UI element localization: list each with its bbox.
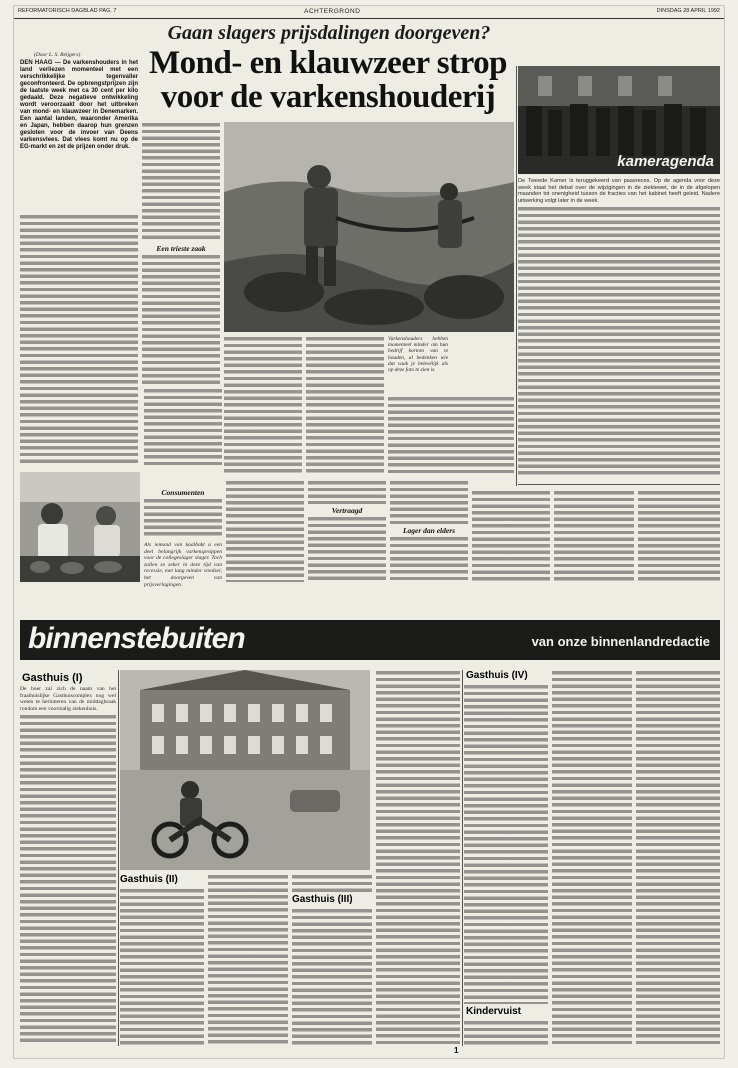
col-7-text — [554, 490, 634, 582]
col-6-text — [472, 490, 550, 582]
page-number: 1 — [454, 1046, 459, 1055]
col-3-text — [224, 336, 302, 476]
gasthuis-3-title: Gasthuis (III) — [292, 894, 353, 905]
gasthuis-4-title: Gasthuis (IV) — [466, 670, 528, 681]
section-banner — [20, 620, 720, 660]
parliament-photo — [518, 66, 720, 174]
left-body-text — [20, 214, 138, 464]
header-right: DINSDAG 28 APRIL 1992 — [656, 8, 720, 14]
gasthuis-photo — [120, 670, 370, 870]
col-3-text-b — [226, 480, 304, 582]
gasthuis-4-body-b — [552, 670, 632, 1046]
gasthuis-3-body — [292, 908, 372, 1046]
gasthuis-1-body — [20, 686, 116, 1046]
butcher-shop-image — [20, 472, 140, 582]
col-5-text — [388, 396, 514, 476]
subhead-consumenten: Consumenten — [161, 488, 205, 497]
photo-caption: Varkenshouders hebben momenteel minder om hun bedrijf kortom van te houden, al bedenken wie dat vaak je belevélijk als op deze foto te zien is. — [388, 336, 448, 374]
headline-line-1: Mond- en klauwzeer strop — [148, 45, 508, 81]
kindervuist-body — [464, 1020, 548, 1046]
col-2-text-d — [144, 498, 222, 538]
butcher-shop-photo — [20, 472, 140, 582]
subhead-lager: Lager dan elders — [402, 526, 456, 535]
banner-subtitle: van onze binnenlandredactie — [531, 634, 710, 649]
banner-title: binnenstebuiten — [28, 622, 245, 655]
gasthuis-2-body-b — [208, 874, 288, 1046]
header-left: REFORMATORISCH DAGBLAD PAG. 7 — [18, 8, 117, 14]
sidebar-body — [518, 178, 720, 478]
farmer-photo-image — [224, 122, 514, 332]
gasthuis-2-title: Gasthuis (II) — [120, 874, 178, 885]
gasthuis-2-body-c — [292, 874, 372, 892]
header-center: ACHTERGROND — [304, 8, 361, 15]
col-5-text-c — [390, 536, 468, 582]
text-lines — [20, 214, 138, 464]
kindervuist-title: Kindervuist — [466, 1006, 522, 1017]
pull-quote — [144, 542, 222, 588]
col-5-text-b — [390, 480, 468, 524]
sidebar-bottom-rule — [518, 484, 720, 485]
gasthuis-4-body-c — [636, 670, 720, 1046]
headline — [140, 46, 516, 114]
sidebar-title: kameragenda — [617, 153, 714, 170]
lead-paragraph: DEN HAAG — De varkenshouders in het land verliezen momenteel met een verschrikkelijke tegenvaller geconfronteerd. De opbrengstprijzen zijn de laatste week met ca 30 cent per kilo gedaald. Deze negatieve ontwikkeling wordt veroorzaakt door het uitbreken van mond- en klauwzeer in Denemarken. Een aantal landen, waaronder Amerika en Japan, hebben daarop hun grenzen gesloten voor de invoer van Deens varkensvlees. Dat vlees komt nu op de EG-markt en zet de prijzen onder druk. — [20, 60, 138, 150]
farmer-photo — [224, 122, 514, 332]
newspaper-page — [14, 6, 724, 1058]
subhead-trieste: Een trieste zaak — [156, 244, 206, 253]
headline-line-2: voor de varkenshouderij — [160, 79, 496, 115]
col-8-text — [638, 490, 720, 582]
col-4-text — [306, 336, 384, 476]
header-rule — [14, 18, 724, 19]
kicker: Gaan slagers prijsdalingen doorgeven? — [167, 22, 491, 44]
col-4-text-c — [308, 516, 386, 582]
subhead-vertraagd: Vertraagd — [331, 506, 363, 515]
col-2-text-b — [142, 254, 220, 384]
gasthuis-1-lead: De boer zal zich de naam van het fraaihuislijke Gasthuiscomplex nog wel weten te herinneren van de middagbraak rondom een voormalig ziekenhuis. — [20, 686, 116, 712]
gasthuis-image — [120, 670, 370, 870]
lead-column — [20, 60, 138, 210]
gasthuis-4-body — [464, 684, 548, 1004]
col-4-text-b — [308, 480, 386, 504]
caption-block — [388, 336, 448, 392]
gasthuis-2-body — [120, 888, 204, 1046]
col-2-text-c — [144, 388, 222, 468]
byline: (Door L. S. Reijgers) — [34, 52, 81, 58]
gasthuis-1-title: Gasthuis (I) — [22, 672, 83, 684]
col-2-text — [142, 122, 220, 242]
sidebar-lead: De Tweede Kamer is teruggekeerd van paasreces. Op de agenda voor deze week staat het debat over de wijzigingen in de ziektewet, de in de afgelopen maanden tot onenigheid tussen de fracties van het kabinet heeft geleid. Nadere uitwerking volgt later in de week. — [518, 178, 720, 204]
gasthuis-3-body-b — [376, 670, 460, 1046]
pull-quote-text: Als iemand van kaalbakt u een deel belangrijk varkensproppen voor de collegeslager slager. Toch zullen ze zeker in deze tijd van recessie, met lang minder voedsel, het doorgeven van prijsverlagingen. — [144, 542, 222, 588]
